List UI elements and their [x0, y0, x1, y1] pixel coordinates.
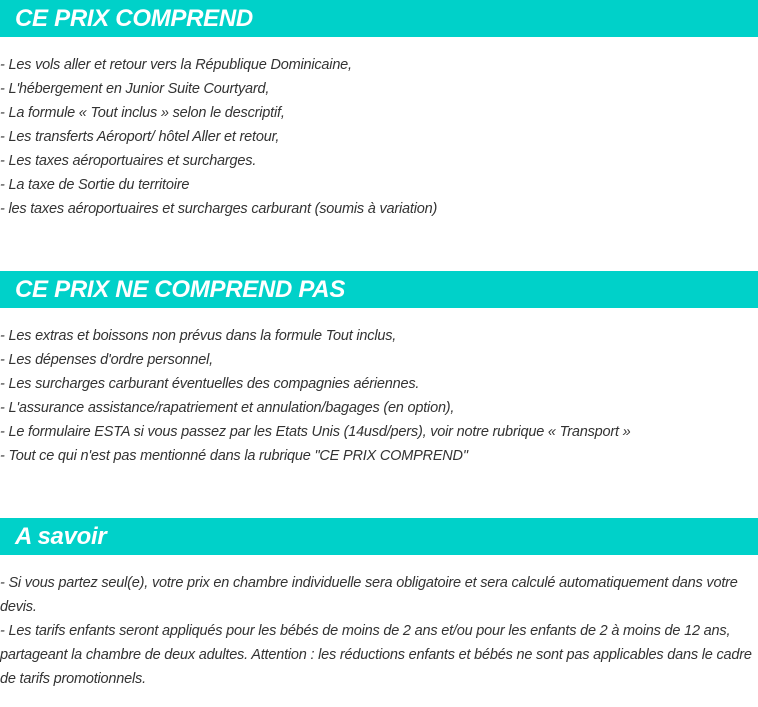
section-title: A savoir: [0, 518, 758, 555]
section-title: CE PRIX COMPREND: [0, 0, 758, 37]
section-title: CE PRIX NE COMPREND PAS: [0, 271, 758, 308]
section-price-excludes: [0, 271, 758, 468]
list-item: - Les vols aller et retour vers la République Dominicaine,: [0, 57, 352, 73]
list-item: - L'assurance assistance/rapatriement et annulation/bagages (en option),: [0, 400, 455, 416]
list-item: - Les tarifs enfants seront appliqués pour les bébés de moins de 2 ans et/ou pour les enfants de 2 à moins de 12 ans, partageant la chambre de deux adultes. Attention : les réductions enfants et bébés ne sont pas applicables dans le cadre de tarifs promotionnels.: [0, 623, 752, 687]
list-item: - Les taxes aéroportuaires et surcharges.: [0, 153, 257, 169]
list-item: - Tout ce qui n'est pas mentionné dans la rubrique "CE PRIX COMPREND": [0, 448, 468, 464]
list-item: - Les extras et boissons non prévus dans la formule Tout inclus,: [0, 328, 397, 344]
list-item: - La formule « Tout inclus » selon le descriptif,: [0, 105, 285, 121]
list-item: - La taxe de Sortie du territoire: [0, 177, 190, 193]
section-good-to-know: [0, 518, 758, 691]
list-item: - Les surcharges carburant éventuelles des compagnies aériennes.: [0, 376, 420, 392]
list-item: - Si vous partez seul(e), votre prix en chambre individuelle sera obligatoire et sera calculé automatiquement dans votre devis.: [0, 575, 738, 615]
list-item: - Les transferts Aéroport/ hôtel Aller et retour,: [0, 129, 280, 145]
section-price-includes: [0, 0, 758, 221]
list-item: - Les dépenses d'ordre personnel,: [0, 352, 214, 368]
section-list: [0, 308, 758, 468]
section-list: [0, 555, 758, 691]
list-item: - les taxes aéroportuaires et surcharges carburant (soumis à variation): [0, 201, 438, 217]
list-item: - Le formulaire ESTA si vous passez par les Etats Unis (14usd/pers), voir notre rubrique « Transport »: [0, 424, 631, 440]
list-item: - L'hébergement en Junior Suite Courtyard,: [0, 81, 270, 97]
section-list: [0, 37, 758, 221]
